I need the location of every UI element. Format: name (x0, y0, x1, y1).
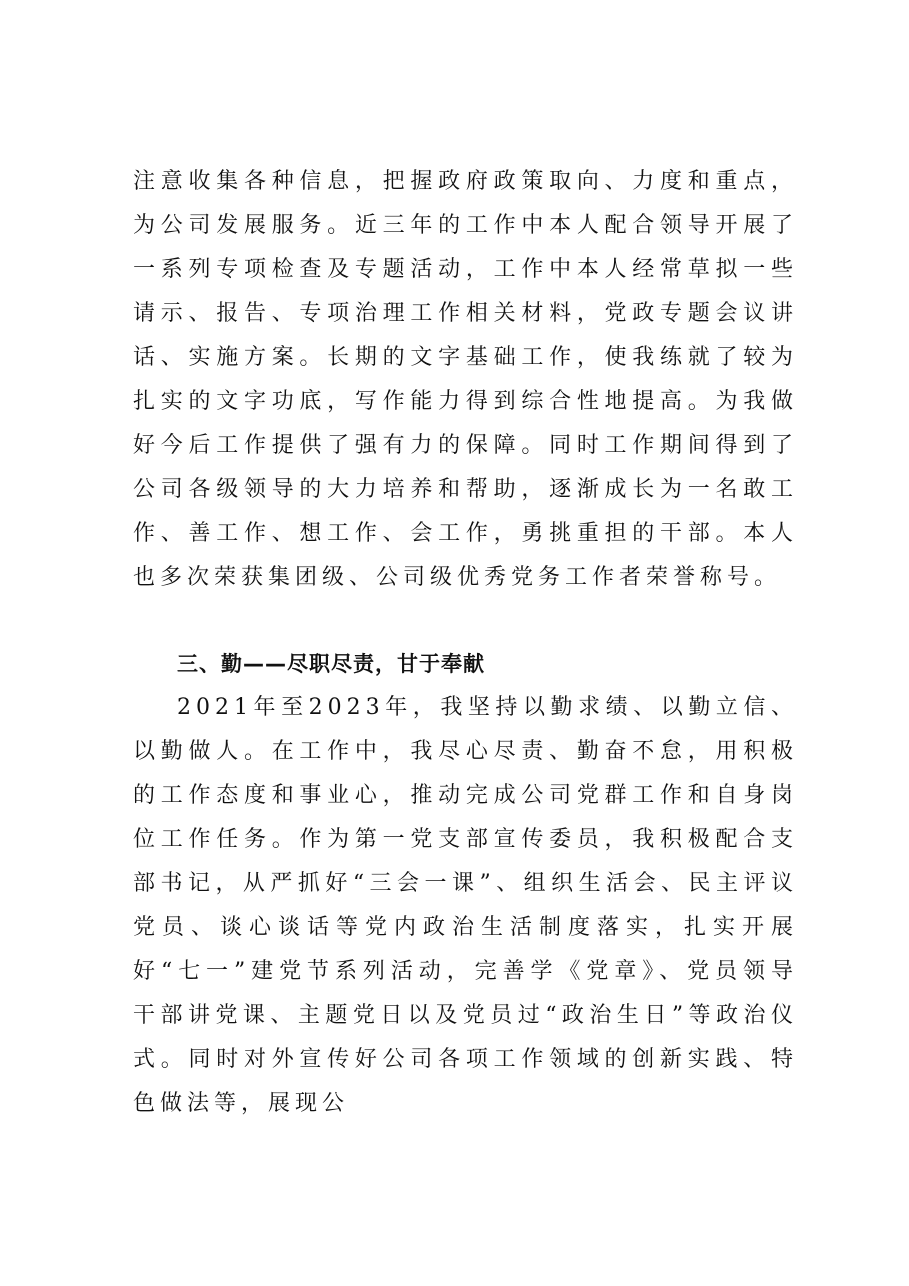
section-heading: 三、勤——尽职尽责，甘于奉献 (177, 652, 485, 676)
body-paragraph: 注意收集各种信息，把握政府政策取向、力度和重点，为公司发展服务。近三年的工作中本人配合领导开展了一系列专项检查及专题活动，工作中本人经常草拟一些请示、报告、专项治理工作相关材料，党政专题会议讲话、实施方案。长期的文字基础工作，使我练就了较为扎实的文字功底，写作能力得到综合性地提高。为我做好今后工作提供了强有力的保障。同时工作期间得到了公司各级领导的大力培养和帮助，逐渐成长为一名敢工作、善工作、想工作、会工作，勇挑重担的干部。本人也多次荣获集团级、公司级优秀党务工作者荣誉称号。 (133, 169, 798, 590)
body-paragraph: 2021年至2023年，我坚持以勤求绩、以勤立信、以勤做人。在工作中，我尽心尽责、勤奋不怠，用积极的工作态度和事业心，推动完成公司党群工作和自身岗位工作任务。作为第一党支部宣传委员，我积极配合支部书记，从严抓好“三会一课”、组织生活会、民主评议党员、谈心谈话等党内政治生活制度落实，扎实开展好“七一”建党节系列活动，完善学《党章》、党员领导干部讲党课、主题党日以及党员过“政治生日”等政治仪式。同时对外宣传好公司各项工作领域的创新实践、特色做法等，展现公 (133, 695, 798, 1116)
